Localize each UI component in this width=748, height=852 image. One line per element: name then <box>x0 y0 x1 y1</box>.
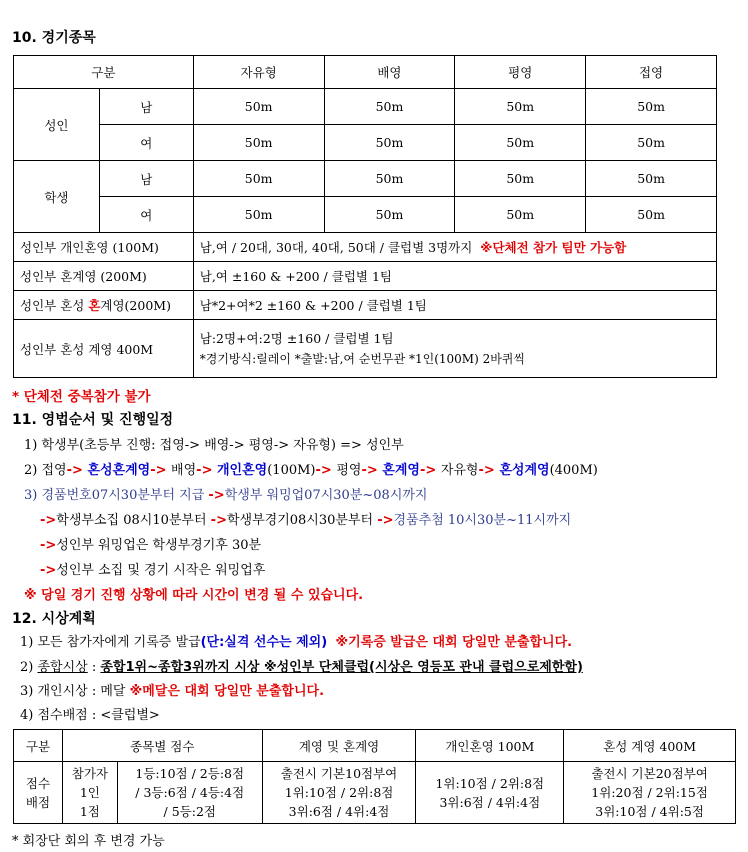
event-rank-1: 1등:10점 / 2등:8점 <box>135 766 245 781</box>
award-line-4: 4) 점수배점 : <클럽별> <box>20 708 160 723</box>
row-male: 남 <box>99 89 193 125</box>
certificate-exception: (단:실격 선수는 제외) <box>200 635 328 650</box>
medley-relay-label: 성인부 혼계영 (200M) <box>14 262 194 291</box>
schedule-line-2 <box>24 459 598 478</box>
arrow: -> <box>419 463 441 478</box>
row-adult: 성인 <box>14 89 100 161</box>
points-label-1: 점수 <box>25 775 51 791</box>
schedule-line-6 <box>40 559 265 578</box>
relay-points <box>262 762 416 824</box>
header-butterfly: 접영 <box>586 56 717 89</box>
arrow: -> <box>66 463 88 478</box>
award-line-3 <box>20 680 324 699</box>
mixed-relay-points-2: 1위:20점 / 2위:15점 <box>591 785 708 800</box>
adult-warmup-time: 성인부 워밍업은 학생부경기후 30분 <box>56 538 262 553</box>
individual-medley-label: 성인부 개인혼영 (100M) <box>14 233 194 262</box>
arrow: -> <box>361 463 383 478</box>
no-duplicate-team-note: * 단체전 중복참가 불가 <box>12 389 151 405</box>
prize-number-time: 3) 경품번호07시30분부터 지급 <box>24 488 209 503</box>
section-11-title: 11. 영법순서 및 진행일정 <box>12 412 174 428</box>
arrow: -> <box>40 563 57 578</box>
section-10-title: 10. 경기종목 <box>12 30 96 46</box>
arrow: -> <box>196 463 217 478</box>
participation-1: 참가자 <box>71 766 108 781</box>
mixed-medley-label-a: 성인부 혼성 <box>20 298 89 313</box>
points-row-label <box>14 762 63 824</box>
im-points-1: 1위:10점 / 2위:8점 <box>435 775 545 791</box>
mixed-medley-label-b: 혼 <box>88 298 101 313</box>
cell-distance: 50m <box>586 89 717 125</box>
points-table <box>13 729 736 824</box>
row-female: 여 <box>99 197 193 233</box>
arrow: -> <box>150 463 172 478</box>
certificate-text: 1) 모든 참가자에게 기록증 발급 <box>20 635 201 650</box>
points-header-event: 종목별 점수 <box>62 730 262 762</box>
cell-distance: 50m <box>193 197 324 233</box>
individual-award: 3) 개인시상 : 메달 <box>20 684 130 699</box>
adult-call-time: 성인부 소집 및 경기 시작은 워밍업후 <box>56 563 266 578</box>
mixed-relay-400-desc <box>193 320 716 378</box>
cell-distance: 50m <box>455 89 586 125</box>
cell-distance: 50m <box>586 125 717 161</box>
arrow: -> <box>315 463 337 478</box>
mixed-relay-points-3: 3위:10점 / 4위:5점 <box>595 804 704 819</box>
individual-medley-desc <box>193 233 716 262</box>
participation-3: 1점 <box>79 804 100 819</box>
seq-individual-medley: 개인혼영 <box>217 463 268 478</box>
team-only-note: ※단체전 참가 팀만 가능함 <box>480 240 627 255</box>
event-rank-3: / 5등:2점 <box>163 804 216 819</box>
points-header-relay: 계영 및 혼계영 <box>262 730 416 762</box>
seq-mixed-relay-distance: (400M) <box>549 463 598 478</box>
points-header-mixed-relay: 혼성 계영 400M <box>564 730 736 762</box>
cell-distance: 50m <box>455 161 586 197</box>
cell-distance: 50m <box>586 197 717 233</box>
schedule-line-1: 1) 학생부(초등부 진행: 접영-> 배영-> 평영-> 자유형) => 성인부 <box>24 438 404 453</box>
points-header-im: 개인혼영 100M <box>416 730 564 762</box>
mixed-medley-relay-label <box>14 291 194 320</box>
schedule-line-5 <box>40 534 261 553</box>
cell-distance: 50m <box>455 197 586 233</box>
student-warmup-time: 학생부 워밍업07시30분~08시까지 <box>224 488 428 503</box>
mixed-medley-relay-desc: 남*2+여*2 ±160 & +200 / 클럽별 1팀 <box>193 291 716 320</box>
row-male: 남 <box>99 161 193 197</box>
events-table <box>13 55 717 378</box>
arrow: -> <box>478 463 500 478</box>
arrow: -> <box>210 513 227 528</box>
cell-distance: 50m <box>193 125 324 161</box>
arrow: -> <box>377 513 394 528</box>
seq-backstroke: 배영 <box>171 463 197 478</box>
cell-distance: 50m <box>324 89 455 125</box>
header-category: 구분 <box>14 56 194 89</box>
mixed-medley-label-c: 계영(200M) <box>100 298 171 313</box>
schedule-line-4 <box>40 509 571 528</box>
mixed-relay-points-1: 출전시 기본20점부여 <box>591 766 708 781</box>
seq-medley-relay: 혼계영 <box>382 463 420 478</box>
im-points <box>416 762 564 824</box>
row-female: 여 <box>99 125 193 161</box>
im-points-2: 3위:6점 / 4위:4점 <box>439 794 541 810</box>
seq-mixed-medley: 혼성혼계영 <box>87 463 151 478</box>
individual-medley-text: 남,여 / 20대, 30대, 40대, 50대 / 클럽별 3명까지 <box>199 240 473 255</box>
medley-relay-desc: 남,여 ±160 & +200 / 클럽별 1팀 <box>193 262 716 291</box>
prize-draw-time: 경품추첨 10시30분~11시까지 <box>393 513 572 528</box>
header-freestyle: 자유형 <box>193 56 324 89</box>
section-12-title: 12. 시상계획 <box>12 611 96 627</box>
relay-points-2: 1위:10점 / 2위:8점 <box>284 785 394 800</box>
header-backstroke: 배영 <box>324 56 455 89</box>
cell-distance: 50m <box>324 197 455 233</box>
mixed-relay-400-label: 성인부 혼성 계영 400M <box>14 320 194 378</box>
cell-distance: 50m <box>193 89 324 125</box>
cell-distance: 50m <box>324 125 455 161</box>
cell-distance: 50m <box>455 125 586 161</box>
seq-freestyle: 자유형 <box>440 463 479 478</box>
overall-award-desc: 종합1위~종합3위까지 시상 ※성인부 단체클럽(시상은 영등포 관내 클럽으로제한함) <box>100 660 583 675</box>
seq-butterfly: 2) 접영 <box>24 463 67 478</box>
participation-points <box>62 762 117 824</box>
mixed-relay-400-line2: *경기방식:릴레이 *출발:남,여 순번무관 *1인(100M) 2바퀴씩 <box>199 351 525 366</box>
arrow: -> <box>40 538 57 553</box>
arrow: -> <box>40 513 57 528</box>
footnote: * 회장단 회의 후 변경 가능 <box>12 834 165 849</box>
arrow: -> <box>208 488 225 503</box>
mixed-relay-400-line1: 남:2명+여:2명 ±160 / 클럽별 1팀 <box>199 330 394 346</box>
award-num: 2) <box>20 660 38 675</box>
student-call-time: 학생부소집 08시10분부터 <box>56 513 211 528</box>
mixed-relay-points <box>564 762 736 824</box>
schedule-line-3 <box>24 484 428 503</box>
seq-mixed-relay: 혼성계영 <box>499 463 550 478</box>
header-breaststroke: 평영 <box>455 56 586 89</box>
student-race-time: 학생부경기08시30분부터 <box>226 513 378 528</box>
row-student: 학생 <box>14 161 100 233</box>
points-header-category: 구분 <box>14 730 63 762</box>
participation-2: 1인 <box>79 785 100 800</box>
points-label-2: 배점 <box>25 794 51 810</box>
cell-distance: 50m <box>193 161 324 197</box>
event-rank-2: / 3등:6점 / 4등:4점 <box>135 785 245 800</box>
relay-points-1: 출전시 기본10점부여 <box>280 766 398 781</box>
schedule-change-note: ※ 당일 경기 진행 상황에 따라 시간이 변경 될 수 있습니다. <box>24 588 364 603</box>
medal-note: ※메달은 대회 당일만 분출합니다. <box>129 684 325 699</box>
event-rank-points <box>117 762 262 824</box>
award-line-1 <box>20 631 572 650</box>
seq-breaststroke: 평영 <box>336 463 362 478</box>
colon: : <box>87 660 101 675</box>
seq-im-distance: (100M) <box>267 463 316 478</box>
cell-distance: 50m <box>586 161 717 197</box>
certificate-note: ※기록증 발급은 대회 당일만 분출합니다. <box>335 635 573 650</box>
overall-award-label: 종합시상 <box>37 660 88 675</box>
award-line-2 <box>20 656 583 675</box>
cell-distance: 50m <box>324 161 455 197</box>
relay-points-3: 3위:6점 / 4위:4점 <box>288 804 390 819</box>
